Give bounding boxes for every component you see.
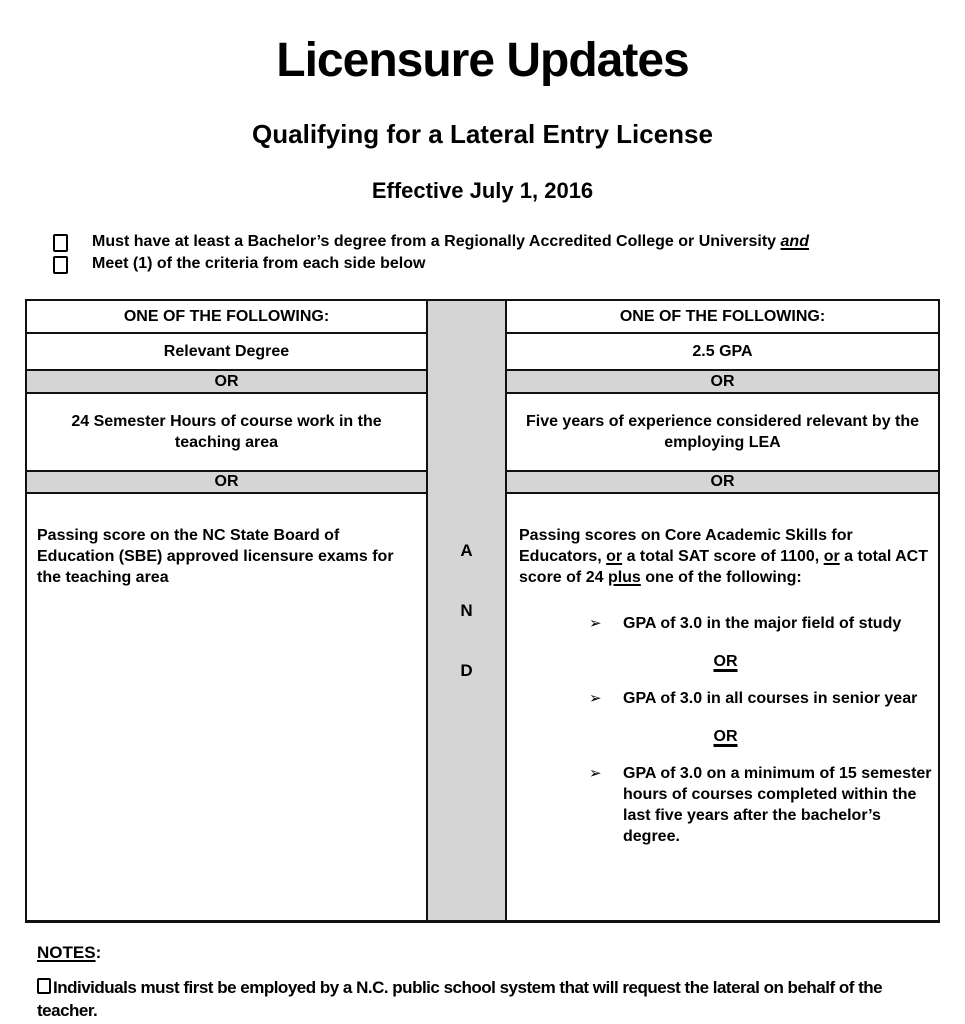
right-column-header: ONE OF THE FOLLOWING:	[507, 301, 938, 334]
sub-or-divider-2	[519, 726, 932, 747]
gpa-sub-options-list	[519, 613, 932, 847]
left-criteria-column	[27, 301, 428, 920]
left-or-divider-1: OR	[27, 371, 426, 394]
checkbox-icon	[53, 256, 68, 274]
and-connector-column	[428, 301, 507, 920]
right-criteria-column	[507, 301, 938, 920]
requirement-1-text: Must have at least a Bachelor’s degree from a Regionally Accredited College or University	[92, 233, 781, 251]
intro-segment: a total SAT score of 1100,	[622, 548, 824, 566]
right-option-3-intro	[519, 525, 932, 588]
and-letter-n: N	[460, 601, 473, 621]
requirement-text	[92, 253, 425, 275]
right-option-3	[507, 494, 938, 920]
notes-heading	[37, 943, 940, 963]
intro-segment: Passing scores on Core Academic Skills for Educators,	[519, 527, 853, 566]
checkbox-icon	[53, 234, 68, 252]
sub-option-1-text: GPA of 3.0 in the major field of study	[623, 615, 902, 633]
requirement-text	[92, 231, 809, 253]
note-item-text: Individuals must first be employed by a N.C. public school system that will request the lateral on behalf of the teacher.	[37, 978, 883, 1021]
left-option-1: Relevant Degree	[27, 334, 426, 371]
arrowhead-bullet-icon: ➢	[589, 765, 602, 783]
arrowhead-bullet-icon: ➢	[589, 690, 602, 708]
intro-underlined-or-1: or	[606, 548, 623, 566]
notes-heading-label: NOTES	[37, 943, 96, 963]
sub-or-label: OR	[713, 728, 738, 746]
left-option-3: Passing score on the NC State Board of Education (SBE) approved licensure exams for the teaching area	[37, 527, 394, 587]
right-option-2: Five years of experience considered relevant by the employing LEA	[507, 394, 938, 472]
requirement-2-text: Meet (1) of the criteria from each side below	[92, 255, 426, 273]
arrowhead-bullet-icon: ➢	[589, 615, 602, 633]
sub-option-2-text: GPA of 3.0 in all courses in senior year	[623, 690, 918, 708]
effective-date: Effective July 1, 2016	[371, 177, 594, 203]
intro-segment: one of the following:	[640, 569, 802, 587]
notes-section	[25, 943, 940, 1022]
sub-option-2	[519, 688, 932, 709]
left-option-2: 24 Semester Hours of course work in the teaching area	[27, 394, 426, 472]
requirement-1-emphasis: and	[780, 233, 809, 251]
left-column-header: ONE OF THE FOLLOWING:	[27, 301, 426, 334]
sub-or-label: OR	[713, 653, 738, 671]
requirement-item-1	[53, 231, 940, 253]
sub-option-1	[519, 613, 932, 634]
notes-heading-colon: :	[95, 943, 102, 963]
and-letter-d: D	[460, 661, 473, 681]
intro-segment: a total ACT score of 24	[519, 548, 928, 587]
checkbox-icon	[37, 978, 51, 994]
note-item	[37, 976, 940, 1022]
requirements-list	[25, 231, 940, 275]
intro-underlined-or-2: or	[823, 548, 840, 566]
sub-option-3	[519, 763, 932, 847]
right-or-divider-1: OR	[507, 371, 938, 394]
sub-or-divider-1	[519, 651, 932, 672]
intro-underlined-plus: plus	[607, 569, 641, 587]
criteria-table	[25, 299, 940, 923]
right-or-divider-2: OR	[507, 472, 938, 494]
page-title: Licensure Updates	[276, 34, 689, 87]
page-subtitle: Qualifying for a Lateral Entry License	[252, 119, 713, 150]
left-or-divider-2: OR	[27, 472, 426, 494]
and-letter-a: A	[460, 541, 473, 561]
requirement-item-2	[53, 253, 940, 275]
sub-option-3-text: GPA of 3.0 on a minimum of 15 semester hours of courses completed within the last five years after the bachelor’s degree.	[623, 765, 932, 846]
right-option-1: 2.5 GPA	[507, 334, 938, 371]
